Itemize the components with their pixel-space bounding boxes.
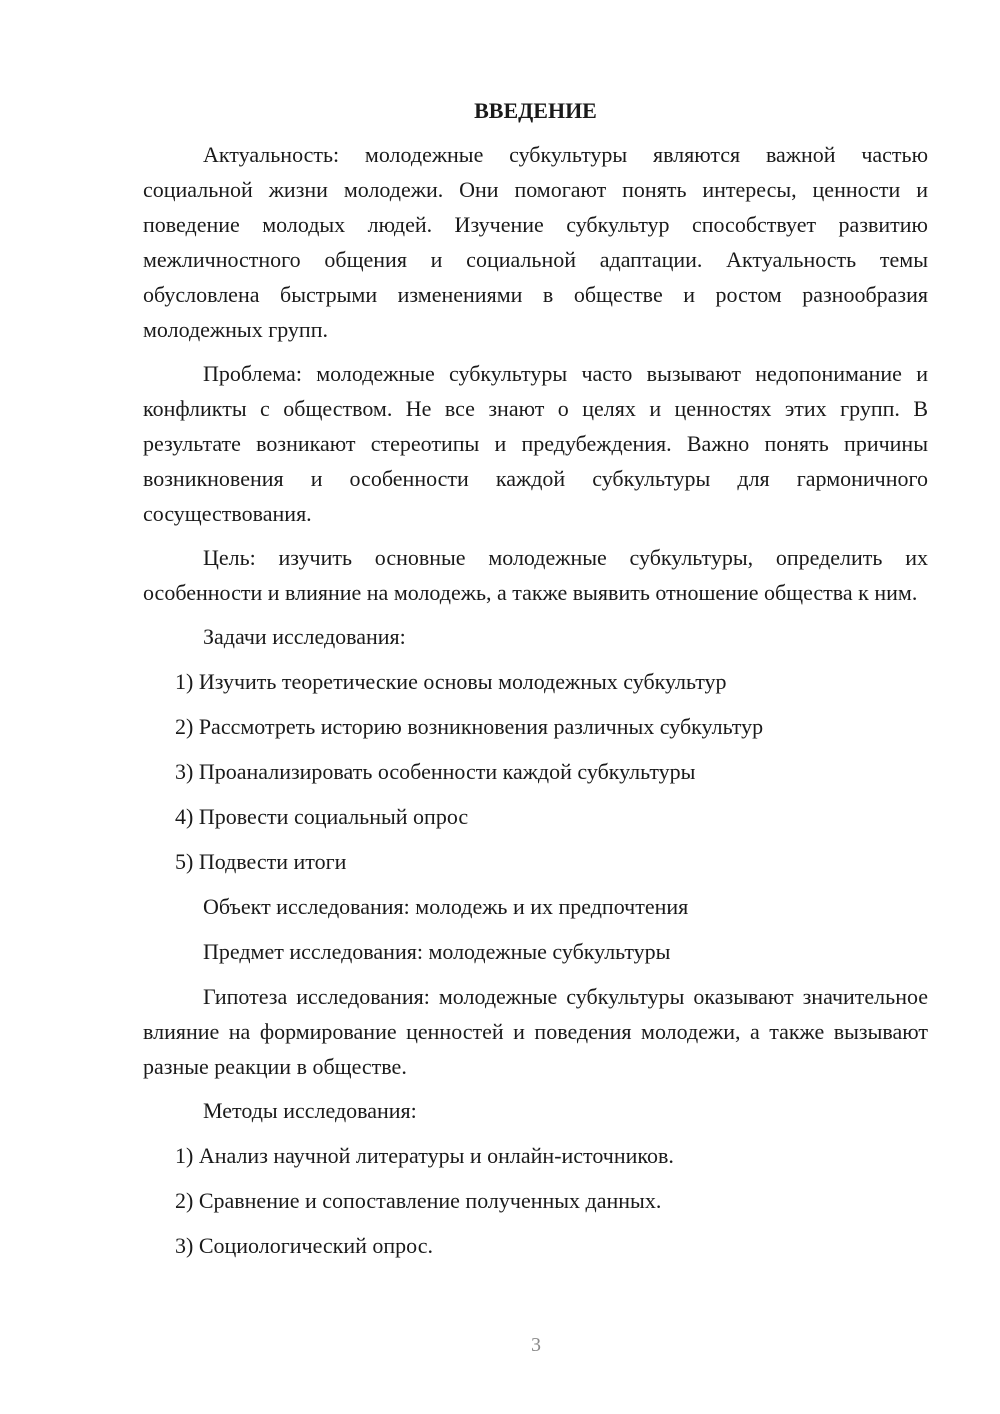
list-item: 4) Провести социальный опрос	[175, 804, 469, 829]
relevance-paragraph: Актуальность: молодежные субкультуры являются важной частью социальной жизни молодежи. Они помогают понять интересы, ценности и поведение молодых людей. Изучение субкультур способствует развитию межличностного общения и социальной адаптации. Актуальность темы обусловлена быстрыми изменениями в обществе и ростом разнообразия молодежных групп.	[143, 142, 928, 342]
problem-paragraph: Проблема: молодежные субкультуры часто вызывают недопонимание и конфликты с обществом. Не все знают о целях и ценностях этих групп. В результате возникают стереотипы и предубеждения. Важно понять причины возникновения и особенности каждой субкультуры для гармоничного сосуществования.	[143, 361, 928, 526]
list-item: 3) Социологический опрос.	[175, 1233, 433, 1258]
hypothesis-paragraph: Гипотеза исследования: молодежные субкультуры оказывают значительное влияние на формирование ценностей и поведения молодежи, а также вызывают разные реакции в обществе.	[143, 984, 928, 1079]
subject-line: Предмет исследования: молодежные субкультуры	[203, 939, 671, 964]
tasks-heading: Задачи исследования:	[203, 624, 406, 649]
goal-paragraph: Цель: изучить основные молодежные субкультуры, определить их особенности и влияние на молодежь, а также выявить отношение общества к ним.	[143, 545, 928, 605]
methods-heading: Методы исследования:	[203, 1098, 417, 1123]
object-line: Объект исследования: молодежь и их предпочтения	[203, 894, 689, 919]
list-item: 2) Рассмотреть историю возникновения различных субкультур	[175, 714, 764, 739]
list-item: 1) Изучить теоретические основы молодежных субкультур	[175, 669, 727, 694]
list-item: 5) Подвести итоги	[175, 849, 347, 874]
methods-list	[143, 1138, 928, 1263]
list-item: 2) Сравнение и сопоставление полученных данных.	[175, 1188, 662, 1213]
list-item: 1) Анализ научной литературы и онлайн-источников.	[175, 1143, 674, 1168]
page-title: ВВЕДЕНИЕ	[474, 98, 597, 123]
list-item: 3) Проанализировать особенности каждой субкультуры	[175, 759, 696, 784]
tasks-list	[143, 664, 928, 879]
page-content	[143, 96, 928, 1263]
page-number: 3	[531, 1334, 541, 1356]
